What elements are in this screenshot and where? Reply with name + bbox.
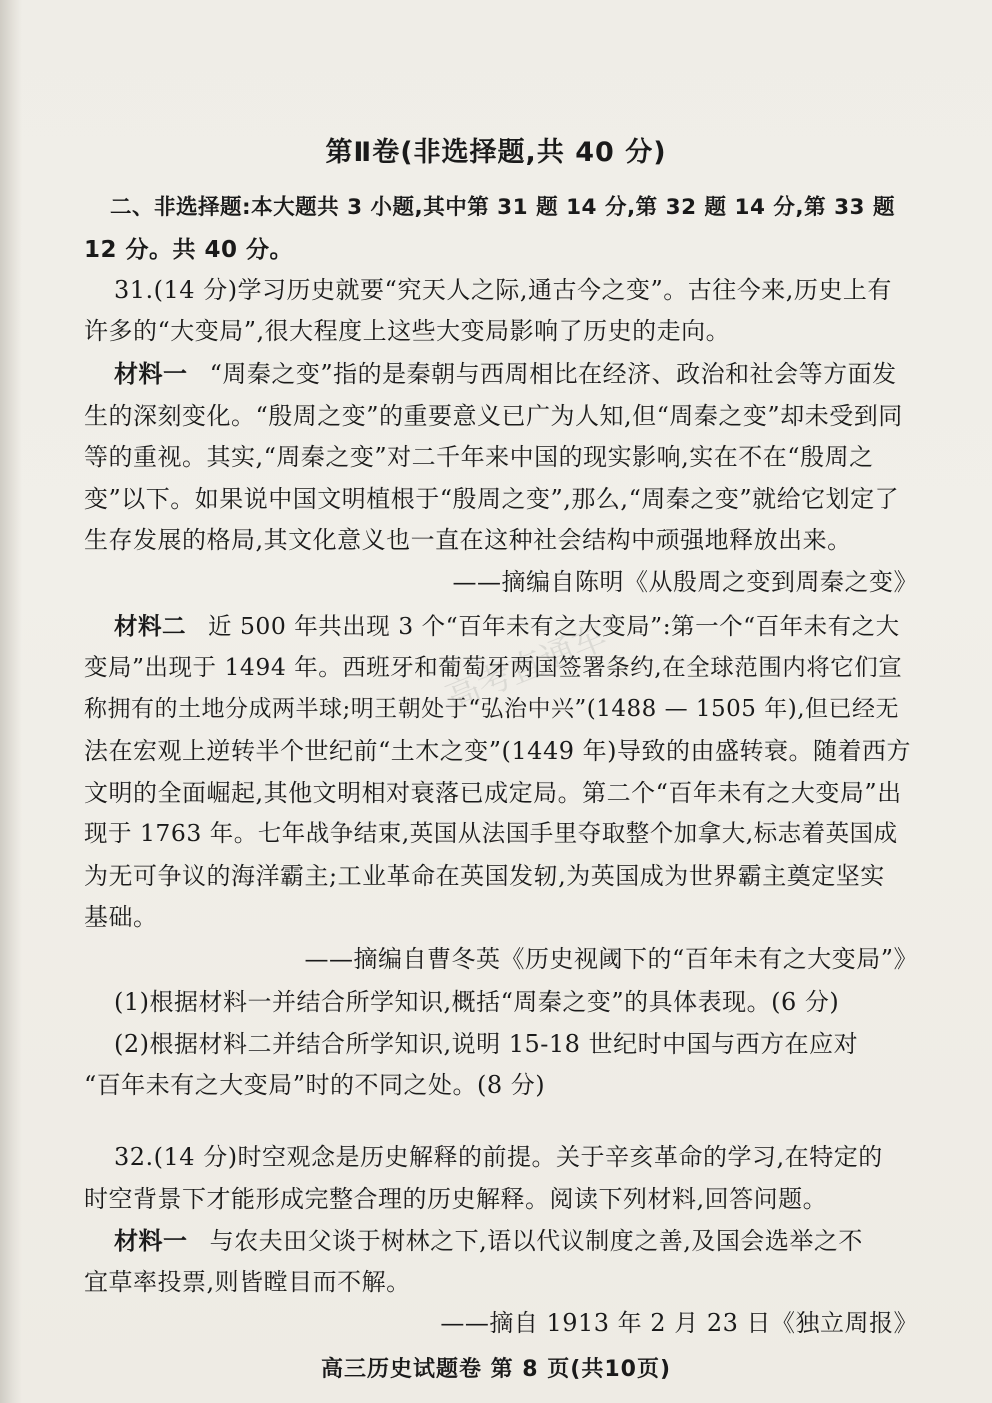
section-instructions-line-2: 12 分。共 40 分。 (84, 237, 294, 263)
q32-material-1-text: 与农夫田父谈于树林之下,语以代议制度之善,及国会选举之不 (209, 1227, 863, 1255)
q32-material-1-line-1 (114, 1221, 863, 1256)
q31-subquestion-2-line-2: “百年未有之大变局”时的不同之处。(8 分) (84, 1071, 546, 1099)
q31-material-1-source: ——摘编自陈明《从殷周之变到周秦之变》 (452, 568, 918, 596)
q31-material-2-text: 近 500 年共出现 3 个“百年未有之大变局”:第一个“百年未有之大 (207, 612, 900, 640)
q31-subquestion-1: (1)根据材料一并结合所学知识,概括“周秦之变”的具体表现。(6 分) (114, 988, 840, 1016)
page-footer: 高三历史试题卷 第 8 页(共10页) (320, 1357, 671, 1382)
section-instructions-line-1: 二、非选择题:本大题共 3 小题,其中第 31 题 14 分,第 32 题 14 分,第 33 题 (110, 195, 895, 220)
q31-material-2-line-1 (114, 607, 900, 641)
q32-material-1-source: ——摘自 1913 年 2 月 23 日《独立周报》 (440, 1309, 918, 1337)
q32-intro-line-2: 时空背景下才能形成完整合理的历史解释。阅读下列材料,回答问题。 (84, 1185, 828, 1213)
q32-material-1-label: 材料一 (114, 1227, 188, 1255)
q31-material-2-line-7: 为无可争议的海洋霸主;工业革命在英国发轫,为英国成为世界霸主奠定坚实 (84, 862, 885, 890)
q31-intro-line-2: 许多的“大变局”,很大程度上这些大变局影响了历史的走向。 (84, 317, 731, 345)
q31-material-1-line-5: 生存发展的格局,其文化意义也一直在这种社会结构中顽强地释放出来。 (84, 526, 852, 554)
q32-material-1-line-2: 宜草率投票,则皆瞠目而不解。 (84, 1268, 411, 1296)
q31-material-2-source: ——摘编自曹冬英《历史视阈下的“百年未有之大变局”》 (304, 945, 918, 973)
page-edge-shadow (0, 0, 22, 1403)
q31-material-2-line-8: 基础。 (84, 903, 158, 931)
q31-material-2-line-6: 现于 1763 年。七年战争结束,英国从法国手里夺取整个加拿大,标志着英国成 (84, 819, 898, 847)
q31-material-1-line-1 (114, 354, 897, 389)
q31-material-2-line-2: 变局”出现于 1494 年。西班牙和葡萄牙两国签署条约,在全球范围内将它们宣 (84, 653, 903, 681)
q31-material-2-line-5: 文明的全面崛起,其他文明相对衰落已成定局。第二个“百年未有之大变局”出 (84, 779, 902, 807)
q31-material-2-line-4: 法在宏观上逆转半个世纪前“土木之变”(1449 年)导致的由盛转衰。随着西方 (84, 737, 911, 765)
q31-material-2-line-3: 称拥有的土地分成两半球;明王朝处于“弘治中兴”(1488 — 1505 年),但已经无 (84, 696, 900, 722)
watermark: 高考直通车 (440, 617, 613, 719)
q31-material-1-text: “周秦之变”指的是秦朝与西周相比在经济、政治和社会等方面发 (209, 360, 897, 388)
section-title: 第Ⅱ卷(非选择题,共 40 分) (325, 137, 667, 168)
q31-material-1-line-4: 变”以下。如果说中国文明植根于“殷周之变”,那么,“周秦之变”就给它划定了 (84, 485, 900, 513)
q31-material-1-label: 材料一 (114, 360, 188, 388)
q31-subquestion-2-line-1: (2)根据材料二并结合所学知识,说明 15-18 世纪时中国与西方在应对 (114, 1030, 859, 1058)
q31-material-1-line-3: 等的重视。其实,“周秦之变”对二千年来中国的现实影响,实在不在“殷周之 (84, 443, 874, 471)
q31-material-1-line-2: 生的深刻变化。“殷周之变”的重要意义已广为人知,但“周秦之变”却未受到同 (84, 402, 903, 430)
q31-intro-line-1: 31.(14 分)学习历史就要“究天人之际,通古今之变”。古往今来,历史上有 (114, 276, 892, 304)
q31-material-2-label: 材料二 (114, 612, 186, 640)
q32-intro-line-1: 32.(14 分)时空观念是历史解释的前提。关于辛亥革命的学习,在特定的 (114, 1143, 883, 1171)
